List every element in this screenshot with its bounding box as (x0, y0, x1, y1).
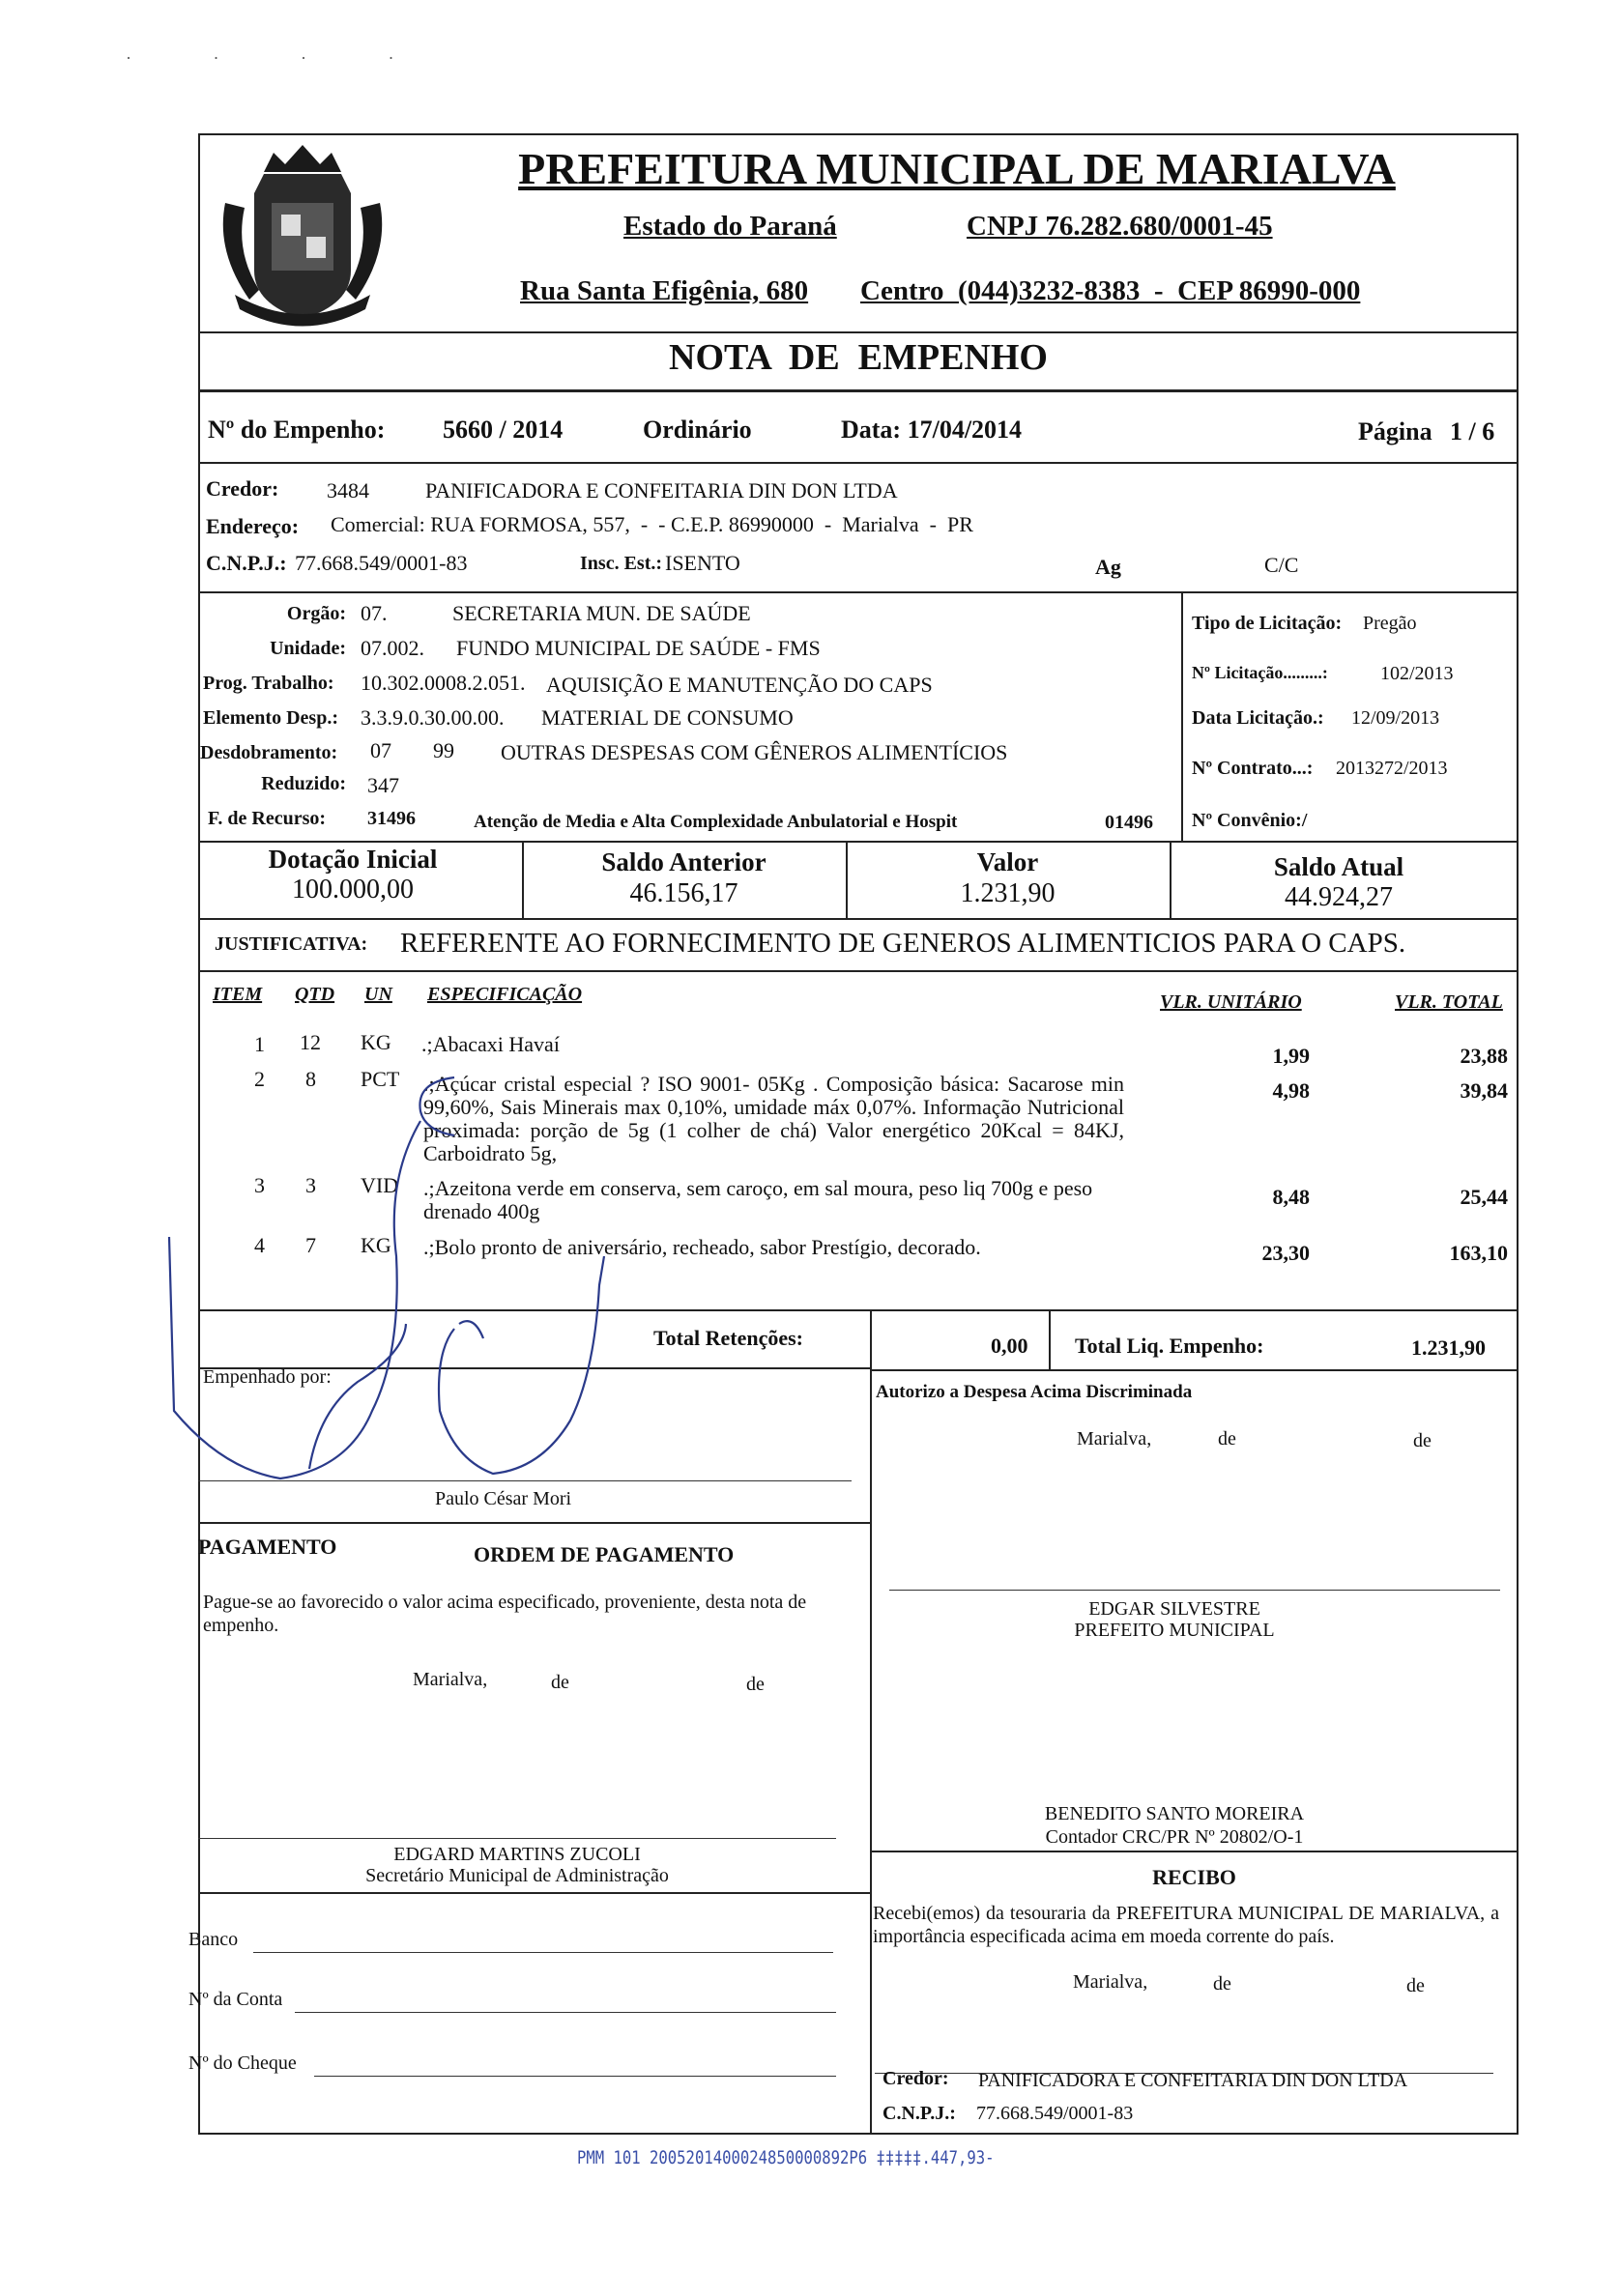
recurso-label: F. de Recurso: (208, 808, 327, 829)
recurso: Atenção de Media e Alta Complexidade Anbulatorial e Hospit (474, 812, 958, 832)
valor-label: Valor (976, 847, 1039, 876)
insc-value: ISENTO (665, 551, 740, 575)
item-number: 4 (254, 1233, 265, 1257)
item-total: 25,44 (1460, 1185, 1508, 1209)
recibo-title: RECIBO (1152, 1865, 1236, 1889)
numero-licitacao: 102/2013 (1380, 663, 1454, 684)
recibo-cidade: Marialva, (1073, 1971, 1148, 1993)
data-licitacao-label: Data Licitação.: (1192, 707, 1324, 729)
cnpj-label: CNPJ 76.282.680/0001-45 (967, 211, 1273, 242)
item-unit: 8,48 (1272, 1185, 1310, 1209)
saldo-anterior: 46.156,17 (629, 878, 738, 908)
elem-code: 3.3.9.0.30.00.00. (361, 705, 505, 730)
item-number: 3 (254, 1173, 265, 1197)
cc-label: C/C (1264, 553, 1299, 577)
item-unit: 1,99 (1272, 1044, 1310, 1068)
page-number: 1 / 6 (1450, 417, 1495, 445)
recibo-credor: PANIFICADORA E CONFEITARIA DIN DON LTDA (978, 2070, 1408, 2091)
credor-name: PANIFICADORA E CONFEITARIA DIN DON LTDA (425, 478, 898, 502)
ag-label: Ag (1095, 555, 1121, 579)
retencoes: 0,00 (991, 1334, 1028, 1358)
autorizo-label: Autorizo a Despesa Acima Discriminada (876, 1382, 1193, 1402)
saldo-anterior-label: Saldo Anterior (601, 847, 767, 876)
empenho-number: 5660 / 2014 (443, 416, 564, 444)
scan-specks: · · · · (126, 48, 433, 68)
item-total: 23,88 (1460, 1044, 1508, 1068)
recurso-code: 31496 (367, 808, 416, 829)
justificativa-label: JUSTIFICATIVA: (215, 933, 368, 955)
item-unit: 4,98 (1272, 1078, 1310, 1103)
secretario-cargo: Secretário Municipal de Administração (365, 1865, 669, 1886)
col-un: UN (364, 984, 392, 1005)
contador-cargo: Contador CRC/PR Nº 20802/O-1 (1045, 1826, 1304, 1848)
state-label: Estado do Paraná (623, 211, 837, 242)
liq-label: Total Liq. Empenho: (1075, 1334, 1264, 1358)
item-un: KG (361, 1030, 391, 1054)
empenhado-label: Empenhado por: (203, 1366, 332, 1388)
endereco-label: Endereço: (206, 514, 300, 538)
desd-code2: 99 (433, 738, 454, 762)
secretario-nome: EDGARD MARTINS ZUCOLI (393, 1844, 641, 1865)
recibo-text: Recebi(emos) da tesouraria da PREFEITURA MUNICIPAL DE MARIALVA, a importância especificada acima em moeda corrente do país. (873, 1903, 1499, 1947)
prog-code: 10.302.0008.2.051. (361, 671, 526, 695)
pagamento-cidade: Marialva, (413, 1669, 488, 1690)
endereco: Comercial: RUA FORMOSA, 557, - - C.E.P. 86990000 - Marialva - PR (331, 512, 973, 536)
col-qtd: QTD (295, 984, 335, 1005)
item-un: PCT (361, 1067, 400, 1091)
unidade-label: Unidade: (270, 638, 346, 659)
tipo-licitacao: Pregão (1363, 613, 1417, 634)
autorizo-cidade: Marialva, (1077, 1428, 1152, 1449)
desd: OUTRAS DESPESAS COM GÊNEROS ALIMENTÍCIOS (501, 740, 1008, 764)
item-number: 1 (254, 1032, 265, 1056)
signature-icon (164, 1063, 667, 1507)
prefeito-nome: EDGAR SILVESTRE (1088, 1598, 1260, 1620)
elem: MATERIAL DE CONSUMO (541, 705, 794, 730)
cheque-label: Nº do Cheque (188, 2052, 297, 2074)
saldo-atual-label: Saldo Atual (1273, 852, 1404, 881)
page-title: PREFEITURA MUNICIPAL DE MARIALVA (518, 144, 1396, 193)
empenho-type: Ordinário (643, 416, 752, 444)
col-unit: VLR. UNITÁRIO (1160, 991, 1302, 1013)
address-label: Rua Santa Efigênia, 680 (520, 275, 809, 306)
item-unit: 23,30 (1261, 1241, 1310, 1265)
orgao: SECRETARIA MUN. DE SAÚDE (452, 601, 751, 625)
item-qtd: 12 (300, 1030, 321, 1054)
unidade-code: 07.002. (361, 636, 424, 660)
contrato-label: Nº Contrato...: (1192, 758, 1314, 779)
contador-nome: BENEDITO SANTO MOREIRA (1044, 1803, 1305, 1824)
elem-label: Elemento Desp.: (203, 707, 338, 729)
item-number: 2 (254, 1067, 265, 1091)
item-spec: .;Azeitona verde em conserva, sem caroço, em sal moura, peso liq 700g e peso drenado 400g (423, 1176, 1093, 1223)
credor-cnpj: 77.668.549/0001-83 (295, 551, 468, 575)
prefeito-cargo: PREFEITO MUNICIPAL (1074, 1620, 1275, 1641)
retencoes-label: Total Retenções: (653, 1326, 803, 1350)
insc-label: Insc. Est.: (580, 553, 663, 574)
item-un: VID (361, 1173, 399, 1197)
orgao-label: Orgão: (286, 603, 346, 624)
empenho-number-label: Nº do Empenho: (208, 416, 386, 444)
cnpj-label-credor: C.N.P.J.: (206, 551, 287, 575)
data-licitacao: 12/09/2013 (1351, 707, 1440, 729)
saldo-atual: 44.924,27 (1285, 882, 1393, 912)
pagamento-de-1: de (551, 1672, 569, 1693)
item-spec: .;Bolo pronto de aniversário, recheado, sabor Prestígio, decorado. (423, 1235, 981, 1259)
pagamento-de-2: de (746, 1674, 765, 1695)
item-spec: .;Açúcar cristal especial ? ISO 9001- 05Kg . Composição básica: Sacarose min 99,60%, Sais Minerais max 0,10%, umidade máx 0,07%. Informação Nutricional proximada: porção de 5g (1 colher de chá) Valor energético 20Kcal = 84KJ, Carboidrato 5g, (423, 1072, 1124, 1165)
item-qtd: 8 (305, 1067, 316, 1091)
ordem-label: ORDEM DE PAGAMENTO (474, 1542, 735, 1566)
prog: AQUISIÇÃO E MANUTENÇÃO DO CAPS (546, 673, 933, 697)
col-item: ITEM (213, 984, 263, 1005)
reduzido: 347 (367, 773, 399, 797)
contact-label: Centro (044)3232-8383 - CEP 86990-000 (860, 275, 1361, 306)
liq: 1.231,90 (1411, 1335, 1486, 1360)
contrato: 2013272/2013 (1336, 758, 1448, 779)
machine-code: PMM 101 2005201400024850000892P6 ‡‡‡‡‡.447,93- (577, 2147, 995, 2168)
autorizo-de-2: de (1413, 1430, 1432, 1451)
desd-code1: 07 (370, 738, 391, 762)
desd-label: Desdobramento: (200, 742, 338, 763)
item-total: 39,84 (1460, 1078, 1508, 1103)
dotacao-inicial: 100.000,00 (292, 875, 414, 904)
credor-label: Credor: (206, 476, 279, 501)
numero-licitacao-label: Nº Licitação.........: (1192, 663, 1328, 682)
unidade: FUNDO MUNICIPAL DE SAÚDE - FMS (456, 636, 821, 660)
tipo-licitacao-label: Tipo de Licitação: (1192, 613, 1343, 634)
empenho-date: Data: 17/04/2014 (841, 416, 1023, 444)
reduzido-label: Reduzido: (261, 773, 346, 794)
valor: 1.231,90 (960, 878, 1056, 908)
prog-label: Prog. Trabalho: (203, 673, 334, 694)
item-spec: .;Abacaxi Havaí (421, 1032, 560, 1056)
recibo-credor-label: Credor: (882, 2068, 949, 2089)
banco-label: Banco (188, 1929, 239, 1950)
item-qtd: 7 (305, 1233, 316, 1257)
item-total: 163,10 (1449, 1241, 1508, 1265)
col-total: VLR. TOTAL (1395, 991, 1503, 1013)
page-label: Página (1358, 417, 1432, 445)
conta-label: Nº da Conta (188, 1989, 283, 2010)
col-spec: ESPECIFICAÇÃO (427, 984, 583, 1005)
autorizo-de-1: de (1218, 1428, 1236, 1449)
justificativa: REFERENTE AO FORNECIMENTO DE GENEROS ALIMENTICIOS PARA O CAPS. (400, 928, 1406, 959)
dotacao-inicial-label: Dotação Inicial (268, 845, 438, 874)
recibo-de-1: de (1213, 1973, 1231, 1995)
empenhado-nome: Paulo César Mori (435, 1488, 572, 1509)
recurso-code2: 01496 (1105, 812, 1153, 833)
item-qtd: 3 (305, 1173, 316, 1197)
recibo-de-2: de (1406, 1975, 1425, 1996)
credor-code: 3484 (327, 478, 369, 502)
pagamento-label: PAGAMENTO (198, 1535, 337, 1559)
item-un: KG (361, 1233, 391, 1257)
orgao-code: 07. (361, 601, 388, 625)
doc-title: NOTA DE EMPENHO (669, 337, 1048, 378)
convenio-label: Nº Convênio:/ (1192, 810, 1308, 831)
recibo-cnpj-label: C.N.P.J.: (882, 2103, 956, 2124)
pague-se: Pague-se ao favorecido o valor acima especificado, proveniente, desta nota de empenho. (203, 1592, 807, 1636)
recibo-cnpj: 77.668.549/0001-83 (976, 2103, 1134, 2124)
